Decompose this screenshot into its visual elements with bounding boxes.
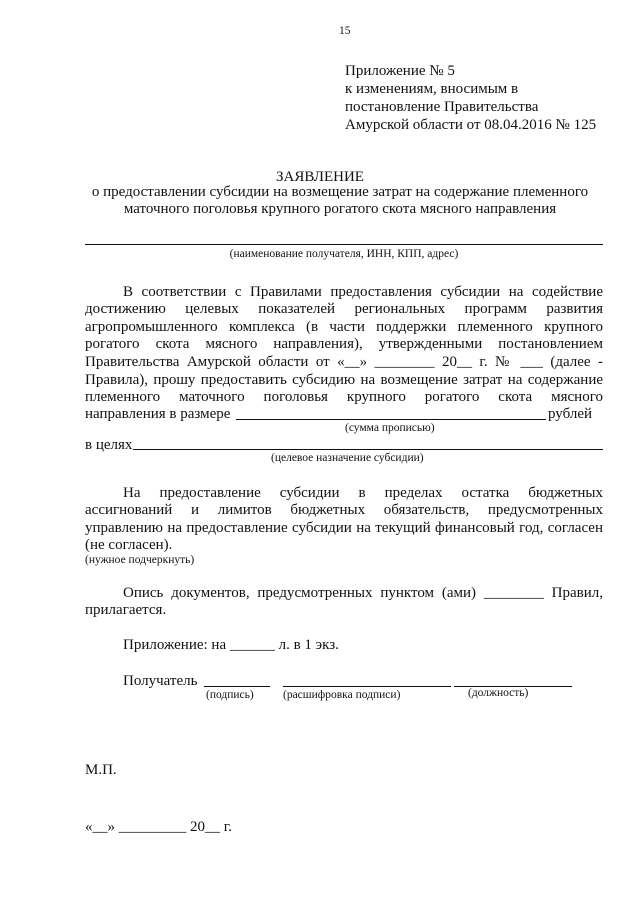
- purpose-caption: (целевое назначение субсидии): [271, 452, 424, 464]
- purpose-field-line: [133, 449, 603, 450]
- signature-line: [204, 686, 270, 687]
- date-line: «__» _________ 20__ г.: [85, 819, 232, 835]
- appendix-line: Амурской области от 08.04.2016 № 125: [345, 117, 597, 133]
- paragraph-line: ассигнований и лимитов бюджетных обязательств, предусмотренных: [85, 502, 603, 518]
- stamp-place: М.П.: [85, 762, 117, 778]
- decoding-line: [283, 686, 451, 687]
- paragraph-line: В соответствии с Правилами предоставления субсидии на содействие: [123, 284, 603, 300]
- underline-note: (нужное подчеркнуть): [85, 554, 195, 566]
- document-subtitle: маточного поголовья крупного рогатого скота мясного направления: [123, 201, 557, 217]
- paragraph-line: Правила), прошу предоставить субсидию на возмещение затрат на содержание: [85, 372, 603, 388]
- recipient-caption: (наименование получателя, ИНН, КПП, адрес): [229, 248, 459, 260]
- appendix-line: постановление Правительства: [345, 99, 539, 115]
- attachment-line: Приложение: на ______ л. в 1 экз.: [123, 637, 339, 653]
- paragraph-line: управлению на предоставление субсидии на текущий финансовый год, согласен: [85, 520, 603, 536]
- documents-list-line: Опись документов, предусмотренных пунктом (ами) ________ Правил,: [123, 585, 603, 601]
- paragraph-line: (не согласен).: [85, 537, 173, 553]
- paragraph-line: достижению целевых показателей региональных программ развития: [85, 301, 603, 317]
- paragraph-line: На предоставление субсидии в пределах остатка бюджетных: [123, 485, 603, 501]
- paragraph-line: племенного маточного поголовья крупного рогатого скота мясного: [85, 389, 603, 405]
- amount-field-line: [236, 419, 546, 420]
- documents-list-line: прилагается.: [85, 602, 167, 618]
- page-number: 15: [339, 25, 351, 37]
- decoding-caption: (расшифровка подписи): [283, 689, 401, 701]
- appendix-number: Приложение № 5: [345, 63, 455, 79]
- position-caption: (должность): [468, 687, 529, 699]
- amount-caption: (сумма прописью): [345, 422, 435, 434]
- document-title: ЗАЯВЛЕНИЕ: [276, 169, 364, 185]
- paragraph-line: агропромышленного комплекса (в части поддержки племенного крупного: [85, 319, 603, 335]
- document-subtitle: о предоставлении субсидии на возмещение затрат на содержание племенного: [91, 184, 589, 200]
- appendix-block: [345, 62, 596, 134]
- amount-prefix: направления в размере: [85, 406, 231, 422]
- paragraph-line: рогатого скота мясного направления), утвержденными постановлением: [85, 336, 603, 352]
- appendix-line: к изменениям, вносимым в: [345, 81, 519, 97]
- recipient-label: Получатель: [123, 673, 198, 689]
- recipient-line: [85, 244, 603, 245]
- purpose-prefix: в целях: [85, 437, 133, 453]
- amount-suffix: рублей: [548, 406, 593, 422]
- signature-caption: (подпись): [206, 689, 254, 701]
- paragraph-line: Правительства Амурской области от «__» ________ 20__ г. № ___ (далее -: [85, 354, 603, 370]
